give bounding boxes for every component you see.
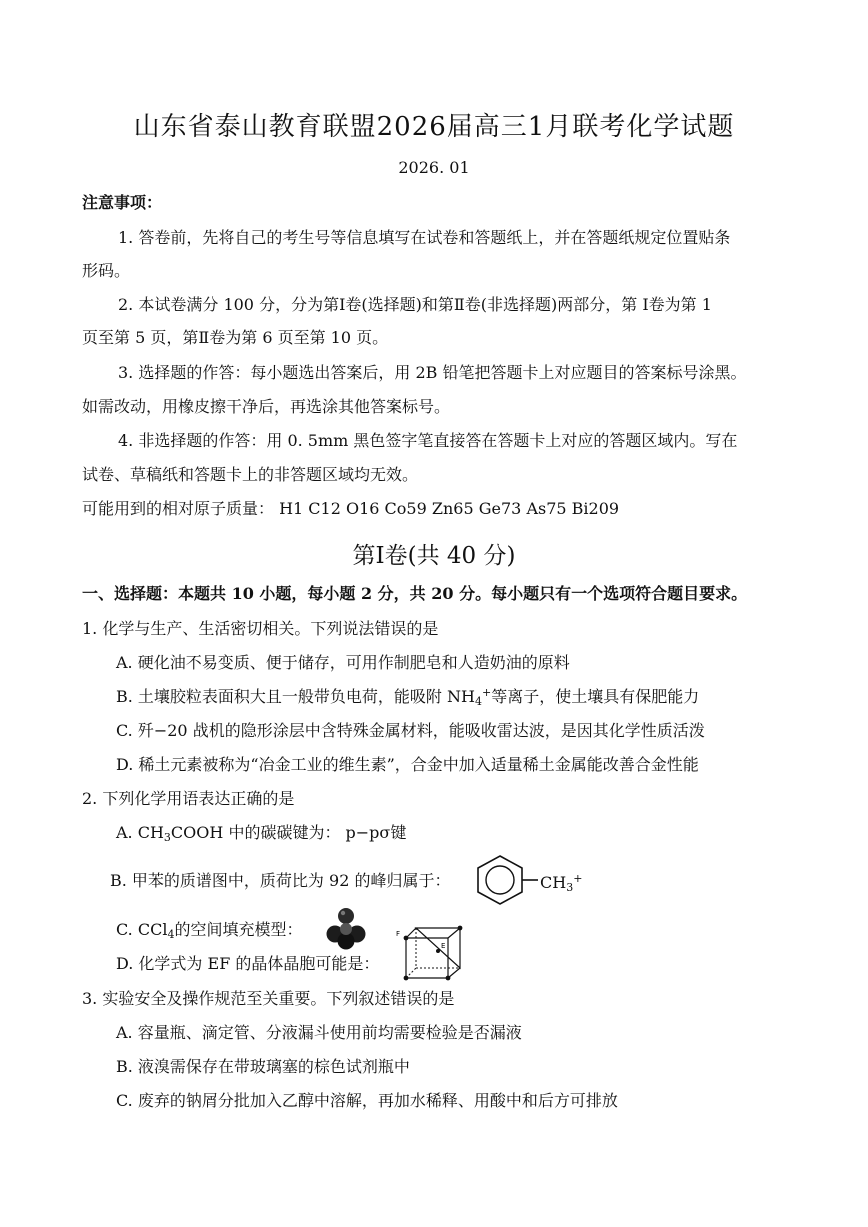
atom-corner: [458, 926, 463, 931]
q2-option-c: [116, 919, 302, 941]
c-atom: [340, 923, 352, 935]
benzene-ring: [478, 856, 522, 904]
notice-item-3: 3. 选择题的作答：每小题选出答案后，用 2B 铅笔把答题卡上对应题目的答案标号涂黑。: [118, 363, 747, 382]
q3-stem: 3. 实验安全及操作规范至关重要。下列叙述错误的是: [82, 989, 455, 1008]
q2-option-a: [116, 822, 406, 844]
q1-option-b: [116, 686, 699, 708]
toluene-ch3-label: [540, 872, 582, 894]
notice-item-1-cont: 形码。: [82, 261, 131, 280]
cl-atom-bottom: [338, 933, 355, 950]
highlight: [341, 911, 345, 915]
part1-heading: 一、选择题：本题共 10 小题，每小题 2 分，共 20 分。每小题只有一个选项符合题目要求。: [82, 584, 748, 603]
q1-option-b-text-end: 等离子，使土壤具有保肥能力: [491, 687, 700, 706]
q2-option-b: B. 甲苯的质谱图中，质荷比为 92 的峰归属于：: [110, 871, 451, 890]
q2-option-c-label: C. CCl: [116, 920, 168, 939]
q2-option-a-label: A. CH: [116, 823, 164, 842]
cell-label-e: E: [441, 942, 446, 950]
q2-stem: 2. 下列化学用语表达正确的是: [82, 789, 295, 808]
q3-option-b: B. 液溴需保存在带玻璃塞的棕色试剂瓶中: [116, 1057, 410, 1076]
q1-option-b-text: B. 土壤胶粒表面积大且一般带负电荷，能吸附 NH: [116, 687, 475, 706]
section-title: 第Ⅰ卷(共 40 分): [352, 543, 516, 569]
notice-item-4: 4. 非选择题的作答：用 0. 5mm 黑色签字笔直接答在答题卡上对应的答题区域内。写在: [118, 431, 738, 450]
notice-item-2-cont: 页至第 5 页，第Ⅱ卷为第 6 页至第 10 页。: [82, 328, 389, 347]
ch3-text: CH: [540, 873, 567, 892]
notice-item-2: 2. 本试卷满分 100 分，分为第Ⅰ卷(选择题)和第Ⅱ卷(非选择题)两部分，第 Ⅰ卷为第 1: [118, 295, 712, 314]
atomic-mass-line: 可能用到的相对原子质量： H1 C12 O16 Co59 Zn65 Ge73 As75 Bi209: [82, 499, 620, 518]
notice-heading: 注意事项：: [82, 193, 163, 212]
cl-atom-top: [338, 908, 354, 924]
notice-item-4-cont: 试卷、草稿纸和答题卡上的非答题区域均无效。: [82, 465, 419, 484]
ef-unit-cell-figure: [392, 918, 472, 984]
q2-option-a-sub: 3: [163, 831, 171, 844]
atom-e: [436, 949, 440, 953]
q2-option-c-sub: 4: [167, 928, 175, 941]
atom-f: [404, 936, 409, 941]
q1-stem: 1. 化学与生产、生活密切相关。下列说法错误的是: [82, 619, 439, 638]
q2-option-a-text: COOH 中的碳碳键为： p−pσ键: [170, 823, 407, 842]
ch3-sup: +: [573, 872, 583, 885]
q1-option-c: C. 歼−20 战机的隐形涂层中含特殊金属材料，能吸收雷达波，是因其化学性质活泼: [116, 721, 705, 740]
atom-corner-2: [404, 976, 409, 981]
cell-label-f: F: [396, 930, 401, 938]
q1-option-d: D. 稀土元素被称为“冶金工业的维生素”，合金中加入适量稀土金属能改善合金性能: [116, 755, 699, 774]
q3-option-c: C. 废弃的钠屑分批加入乙醇中溶解，再加水稀释、用酸中和后方可排放: [116, 1091, 618, 1110]
atom-corner-3: [446, 976, 451, 981]
exam-title: 山东省泰山教育联盟2026届高三1月联考化学试题: [133, 112, 735, 142]
q2-option-c-text: 的空间填充模型：: [174, 920, 303, 939]
ccl4-space-filling-model: [324, 906, 370, 952]
benzene-ring-inner: [486, 866, 514, 894]
q1-option-a: A. 硬化油不易变质、便于储存，可用作制肥皂和人造奶油的原料: [116, 653, 570, 672]
q1-option-b-sup: +: [481, 686, 492, 699]
ch3-sub: 3: [566, 881, 574, 894]
q1-option-b-sub: 4: [474, 695, 482, 708]
q2-option-d: D. 化学式为 EF 的晶体晶胞可能是：: [116, 954, 380, 973]
q3-option-a: A. 容量瓶、滴定管、分液漏斗使用前均需要检验是否漏液: [116, 1023, 522, 1042]
notice-item-1: 1. 答卷前，先将自己的考生号等信息填写在试卷和答题纸上，并在答题纸规定位置贴条: [118, 228, 731, 247]
notice-item-3-cont: 如需改动，用橡皮擦干净后，再选涂其他答案标号。: [82, 397, 451, 416]
exam-date: 2026. 01: [398, 158, 470, 177]
